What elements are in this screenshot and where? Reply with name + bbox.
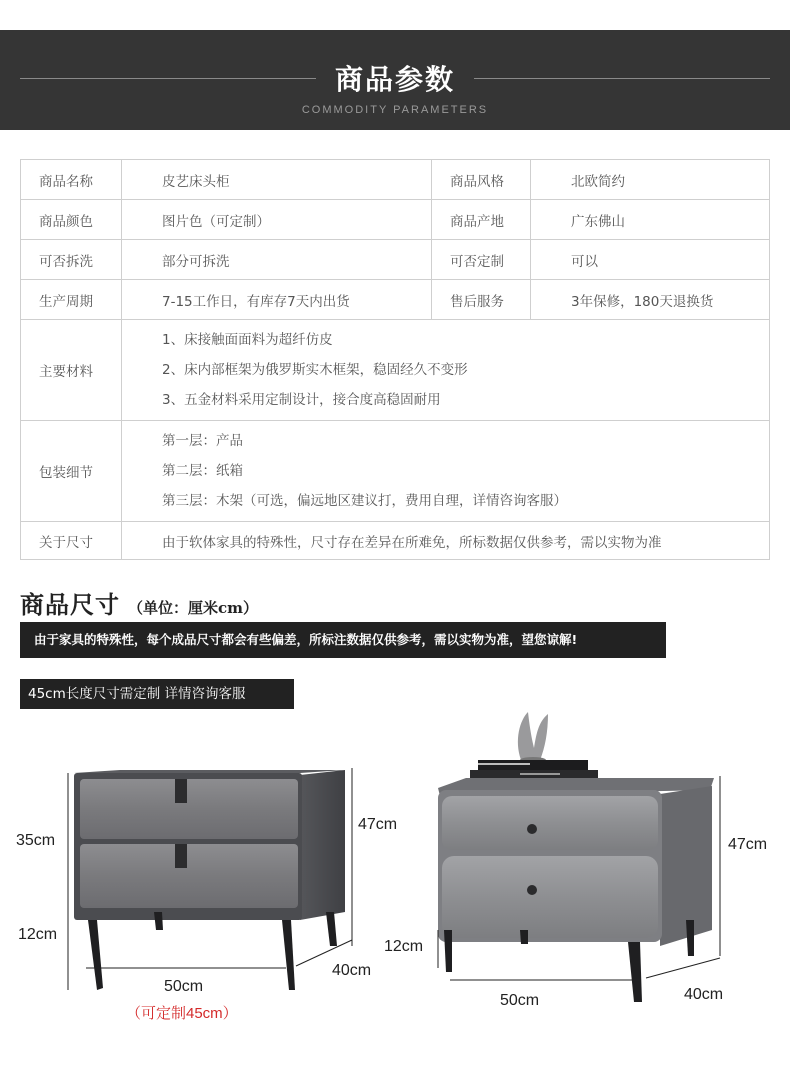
param-value: 图片色（可定制） <box>122 200 432 240</box>
param-label: 关于尺寸 <box>21 522 122 560</box>
param-label: 可否拆洗 <box>21 240 122 280</box>
header-title: 商品参数 <box>334 63 455 96</box>
right-cabinet-illustration <box>438 712 714 1002</box>
size-unit-text: （单位：厘米cm） <box>128 599 259 617</box>
param-label: 商品产地 <box>432 200 531 240</box>
param-value: 由于软体家具的特殊性，尺寸存在差异在所难免，所标数据仅供参考，需以实物为准 <box>122 522 770 560</box>
header-subtitle: COMMODITY PARAMETERS <box>301 104 489 116</box>
param-value: 可以 <box>531 240 770 280</box>
left-leg-height-label: 12cm <box>18 926 58 943</box>
param-label: 可否定制 <box>432 240 531 280</box>
size-notice-banner: 由于家具的特殊性，每个成品尺寸都会有些偏差，所标注数据仅供参考，需以实物为准，望您谅解! <box>20 622 666 658</box>
custom-size-tag: 45cm长度尺寸需定制 详情咨询客服 <box>20 679 294 709</box>
left-body-height-label: 35cm <box>16 832 56 849</box>
left-depth-label: 40cm <box>332 962 372 979</box>
param-value: 7-15工作日，有库存7天内出货 <box>122 280 432 320</box>
right-leg-height-label: 12cm <box>384 938 424 955</box>
materials-line: 2、床内部框架为俄罗斯实木框架，稳固经久不变形 <box>162 362 468 378</box>
packaging-line: 第三层：木架（可选，偏远地区建议打，费用自理，详情咨询客服） <box>162 493 567 509</box>
param-value: 部分可拆洗 <box>122 240 432 280</box>
packaging-line: 第二层：纸箱 <box>162 463 243 479</box>
materials-line: 3、五金材料采用定制设计，接合度高稳固耐用 <box>162 392 441 408</box>
param-label: 售后服务 <box>432 280 531 320</box>
param-value: 3年保修，180天退换货 <box>531 280 770 320</box>
param-label: 主要材料 <box>21 320 122 421</box>
param-value: 北欧简约 <box>531 160 770 200</box>
param-label: 包装细节 <box>21 421 122 522</box>
packaging-line: 第一层：产品 <box>162 433 243 449</box>
custom-length-note: （可定制45cm） <box>126 1005 238 1022</box>
right-depth-label: 40cm <box>684 986 724 1003</box>
param-label: 生产周期 <box>21 280 122 320</box>
left-cabinet-illustration <box>74 770 345 990</box>
param-label: 商品名称 <box>21 160 122 200</box>
param-label: 商品颜色 <box>21 200 122 240</box>
param-value: 皮艺床头柜 <box>122 160 432 200</box>
right-total-height-label: 47cm <box>728 836 768 853</box>
materials-line: 1、床接触面面料为超纤仿皮 <box>162 332 333 348</box>
left-width-label: 50cm <box>164 978 204 995</box>
left-total-height-label: 47cm <box>358 816 398 833</box>
param-value: 广东佛山 <box>531 200 770 240</box>
size-title-text: 商品尺寸 <box>20 590 120 619</box>
param-label: 商品风格 <box>432 160 531 200</box>
right-width-label: 50cm <box>500 992 540 1009</box>
